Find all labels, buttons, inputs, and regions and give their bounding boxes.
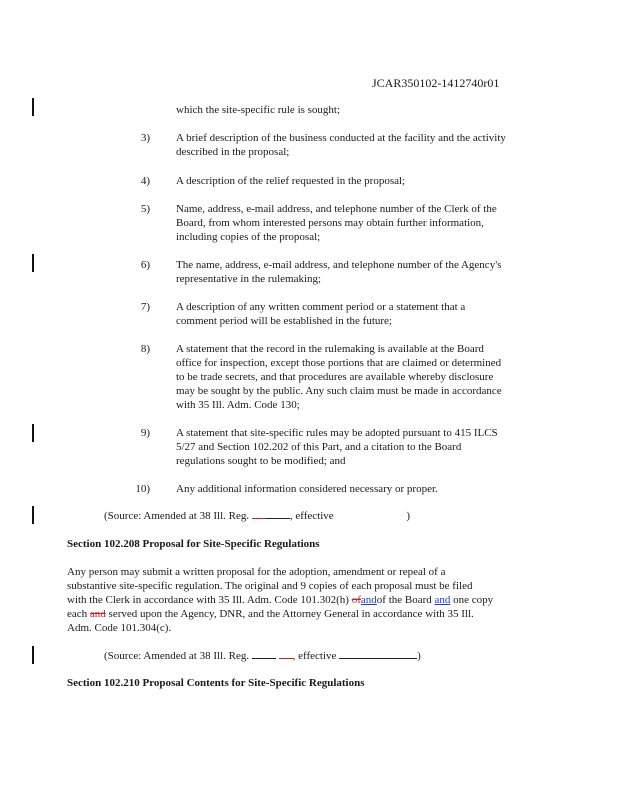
text-run: one copy bbox=[450, 594, 494, 606]
paragraph-line bbox=[67, 607, 474, 621]
item-number: 5) bbox=[140, 203, 150, 215]
intro-line: which the site-specific rule is sought; bbox=[176, 104, 341, 116]
blank-line bbox=[336, 509, 406, 519]
item-text-line: Board, from whom interested persons may obtain further information, bbox=[176, 217, 484, 229]
blank-line bbox=[266, 509, 290, 519]
source-end: ) bbox=[417, 650, 421, 662]
item-text-line: with 35 Ill. Adm. Code 130; bbox=[176, 399, 300, 411]
document-id: JCAR350102-1412740r01 bbox=[372, 76, 500, 90]
paragraph-line: Any person may submit a written proposal for the adoption, amendment or repeal of a bbox=[67, 566, 446, 578]
change-bar bbox=[32, 646, 34, 664]
item-number: 6) bbox=[140, 259, 150, 271]
change-bar bbox=[32, 424, 34, 442]
deleted-blank bbox=[252, 509, 266, 519]
item-text-line: A brief description of the business conducted at the facility and the activity bbox=[176, 132, 506, 144]
item-text-line: to be trade secrets, and that procedures are available whereby disclosure bbox=[176, 371, 494, 383]
item-number: 9) bbox=[140, 427, 150, 439]
item-text-line: representative in the rulemaking; bbox=[176, 273, 322, 285]
paragraph-line bbox=[67, 593, 493, 607]
deleted-text: of bbox=[351, 594, 361, 606]
source-note bbox=[104, 509, 410, 523]
text-run: served upon the Agency, DNR, and the Attorney General in accordance with 35 Ill. bbox=[105, 608, 474, 620]
item-text-line: including copies of the proposal; bbox=[176, 231, 321, 243]
source-prefix: (Source: Amended at 38 Ill. Reg. bbox=[104, 650, 252, 662]
section-heading: Section 102.208 Proposal for Site-Specific Regulations bbox=[67, 538, 320, 550]
source-effective: , effective bbox=[289, 510, 337, 522]
paragraph-line: substantive site-specific regulation. The original and 9 copies of each proposal must be filed bbox=[67, 580, 473, 592]
item-number: 3) bbox=[140, 132, 150, 144]
item-text-line: 5/27 and Section 102.202 of this Part, and a citation to the Board bbox=[176, 441, 462, 453]
blank-line bbox=[252, 649, 276, 659]
item-number: 7) bbox=[140, 301, 150, 313]
inserted-text: and bbox=[434, 594, 451, 606]
deleted-blank bbox=[279, 649, 293, 659]
item-text-line: A statement that site-specific rules may be adopted pursuant to 415 ILCS bbox=[176, 427, 498, 439]
item-text-line: comment period will be established in the future; bbox=[176, 315, 392, 327]
item-number: 4) bbox=[140, 175, 150, 187]
source-prefix: (Source: Amended at 38 Ill. Reg. bbox=[104, 510, 252, 522]
paragraph-line: Adm. Code 101.304(c). bbox=[67, 622, 172, 634]
blank-line bbox=[339, 649, 417, 659]
item-number: 10) bbox=[135, 483, 150, 495]
item-text-line: A description of the relief requested in the proposal; bbox=[176, 175, 406, 187]
item-text-line: The name, address, e-mail address, and telephone number of the Agency's bbox=[176, 259, 502, 271]
deleted-text: and bbox=[89, 608, 106, 620]
text-run: of the Board bbox=[376, 594, 435, 606]
source-note bbox=[104, 649, 421, 663]
text-run: with the Clerk in accordance with 35 Ill. Adm. Code 101.302(h) bbox=[67, 594, 352, 606]
text-run: each bbox=[67, 608, 90, 620]
item-text-line: regulations sought to be modified; and bbox=[176, 455, 346, 467]
change-bar bbox=[32, 254, 34, 272]
change-bar bbox=[32, 506, 34, 524]
item-text-line: A statement that the record in the rulemaking is available at the Board bbox=[176, 343, 484, 355]
source-end: ) bbox=[406, 510, 411, 522]
item-text-line: A description of any written comment period or a statement that a bbox=[176, 301, 466, 313]
source-effective: , effective bbox=[292, 650, 340, 662]
item-text-line: office for inspection, except those portions that are claimed or determined bbox=[176, 357, 502, 369]
item-number: 8) bbox=[140, 343, 150, 355]
inserted-text: and bbox=[360, 594, 377, 606]
item-text-line: Name, address, e-mail address, and telephone number of the Clerk of the bbox=[176, 203, 497, 215]
item-text-line: may be sought by the public. Any such claim must be made in accordance bbox=[176, 385, 502, 397]
item-text-line: described in the proposal; bbox=[176, 146, 290, 158]
change-bar bbox=[32, 98, 34, 116]
section-heading: Section 102.210 Proposal Contents for Site-Specific Regulations bbox=[67, 677, 365, 689]
item-text-line: Any additional information considered necessary or proper. bbox=[176, 483, 438, 495]
